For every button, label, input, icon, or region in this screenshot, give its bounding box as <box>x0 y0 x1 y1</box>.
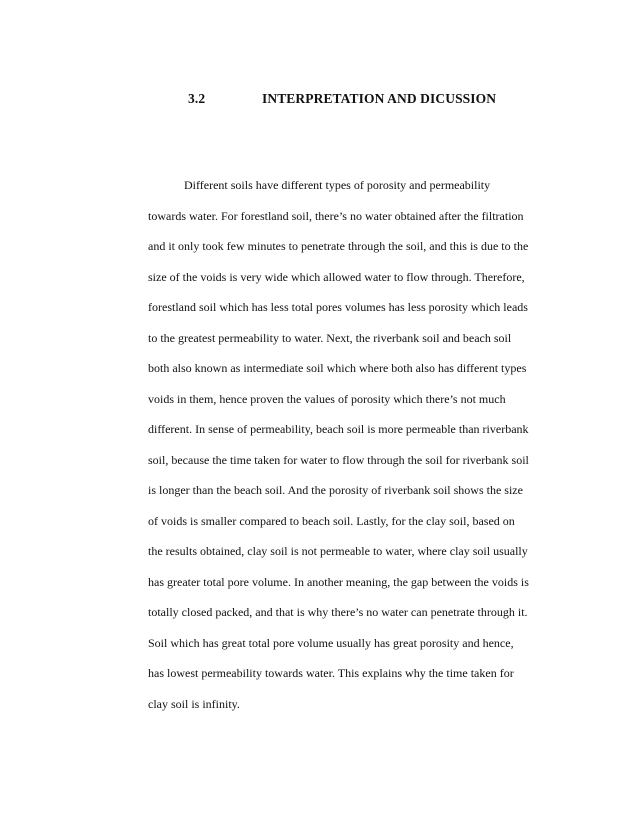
paragraph-line: is longer than the beach soil. And the porosity of riverbank soil shows the size <box>148 483 523 497</box>
paragraph-line: towards water. For forestland soil, there’s no water obtained after the filtration <box>148 208 524 223</box>
paragraph-line: soil, because the time taken for water to flow through the soil for riverbank soil <box>148 452 529 467</box>
paragraph-line: both also known as intermediate soil which where both also has different types <box>148 361 527 375</box>
section-number: 3.2 <box>188 91 206 106</box>
paragraph-line: and it only took few minutes to penetrate through the soil, and this is due to the <box>148 239 529 253</box>
paragraph-line: size of the voids is very wide which allowed water to flow through. Therefore, <box>148 269 525 284</box>
paragraph-line: forestland soil which has less total pores volumes has less porosity which leads <box>148 300 528 314</box>
paragraph-line: Soil which has great total pore volume usually has great porosity and hence, <box>148 635 514 650</box>
paragraph-line: to the greatest permeability to water. Next, the riverbank soil and beach soil <box>148 330 512 345</box>
section-title: INTERPRETATION AND DICUSSION <box>262 91 497 106</box>
paragraph-line: has greater total pore volume. In another meaning, the gap between the voids is <box>148 574 529 589</box>
paragraph-line: different. In sense of permeability, beach soil is more permeable than riverbank <box>148 422 529 436</box>
paragraph-line: voids in them, hence proven the values of porosity which there’s not much <box>148 391 506 406</box>
section-heading <box>0 91 638 111</box>
paragraph-line: clay soil is infinity. <box>148 696 240 711</box>
paragraph-line: Different soils have different types of porosity and permeability <box>184 178 491 192</box>
paragraph-line: totally closed packed, and that is why there’s no water can penetrate through it. <box>148 605 528 619</box>
paragraph-line: of voids is smaller compared to beach soil. Lastly, for the clay soil, based on <box>148 513 515 528</box>
paragraph-line: the results obtained, clay soil is not permeable to water, where clay soil usually <box>148 544 528 558</box>
body-paragraph <box>148 170 558 719</box>
paragraph-line: has lowest permeability towards water. This explains why the time taken for <box>148 666 514 680</box>
